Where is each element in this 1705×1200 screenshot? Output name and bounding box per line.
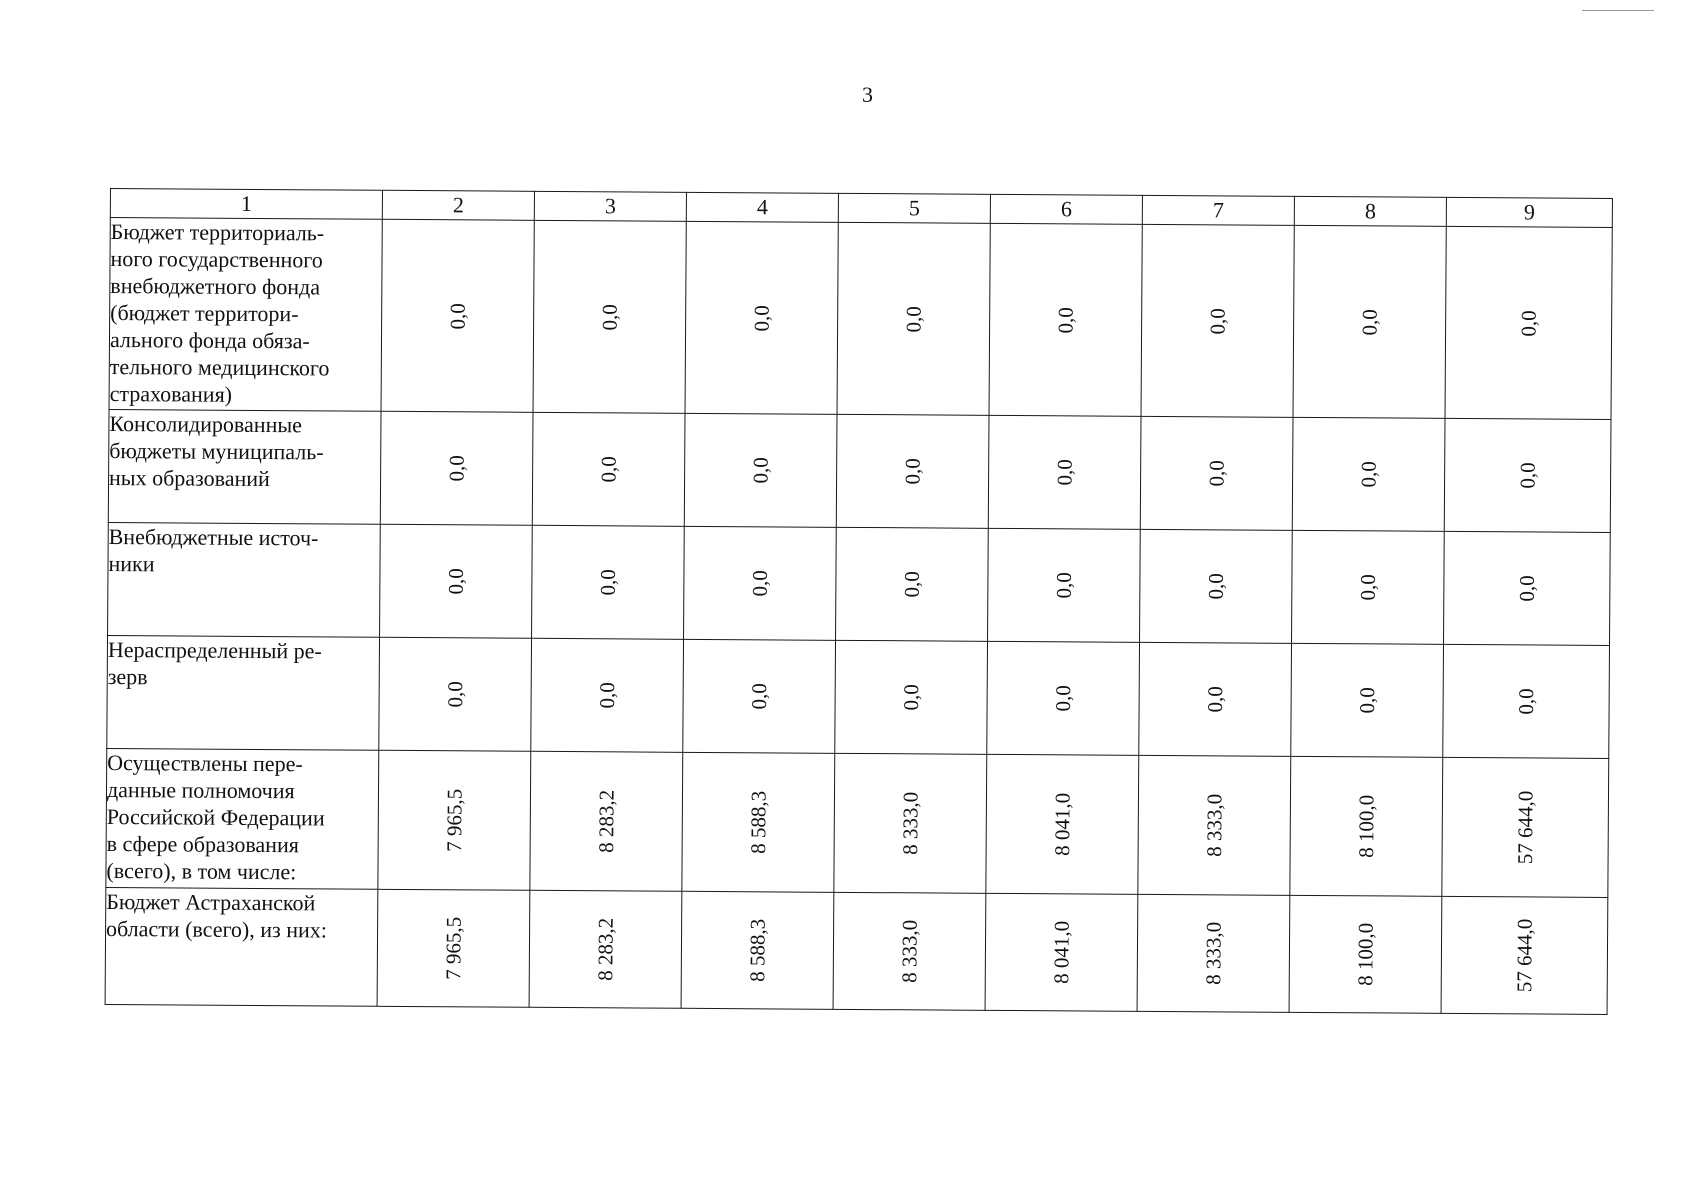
value-text: 0,0 (1356, 461, 1381, 488)
row-label-line: страхования) (109, 381, 233, 407)
value-cell (985, 893, 1138, 1011)
value-cell (532, 525, 685, 639)
value-text: 0,0 (597, 303, 622, 331)
value-text: 8 588,3 (744, 918, 770, 982)
value-text: 8 588,3 (745, 790, 771, 854)
row-label-line: Бюджет Астраханской (106, 888, 316, 916)
value-text: 0,0 (747, 570, 772, 597)
row-label-line: ного государственного (110, 246, 323, 273)
value-cell (1289, 895, 1442, 1013)
value-text: 7 965,5 (440, 916, 466, 980)
row-label-line: Российской Федерации (106, 803, 325, 831)
value-cell (837, 222, 990, 415)
value-cell (684, 413, 837, 527)
value-cell (530, 751, 683, 891)
value-text: 0,0 (746, 683, 771, 710)
value-text: 0,0 (1050, 685, 1075, 712)
row-label-line: тельного медицинского (109, 354, 330, 381)
value-text: 0,0 (1513, 688, 1538, 715)
value-cell (986, 754, 1139, 894)
value-text: 0,0 (1515, 462, 1540, 489)
value-cell (378, 750, 531, 890)
value-text: 8 041,0 (1049, 792, 1075, 856)
value-cell (1441, 896, 1608, 1014)
row-label (107, 635, 380, 750)
value-cell (379, 637, 532, 751)
value-text: 0,0 (1051, 572, 1076, 599)
value-text: 0,0 (1202, 686, 1227, 713)
value-cell (1444, 418, 1611, 532)
column-number-1: 1 (110, 189, 382, 220)
value-cell (988, 415, 1141, 529)
value-text: 0,0 (1354, 687, 1379, 714)
value-cell (1292, 530, 1445, 644)
row-label-line: данные полномочия (106, 776, 295, 804)
value-text: 8 333,0 (896, 919, 922, 983)
value-cell (682, 752, 835, 892)
value-text: 8 283,2 (593, 789, 619, 853)
value-text: 57 644,0 (1512, 790, 1538, 865)
value-cell (834, 753, 987, 893)
value-text: 0,0 (1203, 573, 1228, 600)
value-cell (987, 641, 1140, 755)
value-cell (1141, 224, 1294, 417)
table-row (109, 218, 1612, 420)
row-label (108, 409, 381, 524)
value-text: 57 644,0 (1511, 918, 1537, 993)
value-cell (1292, 417, 1445, 531)
row-label-line: Осуществлены пере- (107, 749, 303, 777)
value-text: 0,0 (1052, 459, 1077, 486)
column-number-6: 6 (990, 194, 1142, 224)
row-label-line: бюджеты муниципаль- (109, 438, 324, 465)
value-text: 8 333,0 (1200, 921, 1226, 985)
value-text: 0,0 (445, 302, 470, 330)
value-cell (1140, 416, 1293, 530)
column-number-9: 9 (1446, 197, 1612, 227)
budget-table-container (105, 188, 1612, 1015)
value-cell (1444, 531, 1611, 645)
row-label-line: Бюджет территориаль- (110, 219, 325, 246)
row-label-line: (всего), в том числе: (106, 857, 297, 885)
column-number-4: 4 (686, 192, 838, 222)
value-text: 0,0 (1204, 460, 1229, 487)
value-cell (988, 528, 1141, 642)
value-cell (531, 638, 684, 752)
row-label-line: ных образований (108, 465, 270, 492)
value-cell (835, 640, 988, 754)
value-cell (683, 639, 836, 753)
row-label-line: Внебюджетные источ- (108, 523, 319, 551)
budget-table (105, 188, 1613, 1015)
value-text: 0,0 (1516, 309, 1541, 337)
value-text: 8 333,0 (1201, 793, 1227, 857)
value-text: 0,0 (1205, 307, 1230, 335)
row-label-line: Нераспределенный ре- (107, 636, 322, 664)
table-row (105, 887, 1608, 1014)
value-text: 0,0 (595, 569, 620, 596)
value-text: 8 100,0 (1353, 794, 1379, 858)
column-number-2: 2 (382, 190, 534, 220)
value-text: 8 283,2 (592, 917, 618, 981)
table-row (108, 522, 1611, 645)
value-text: 0,0 (443, 568, 468, 595)
value-text: 0,0 (596, 456, 621, 483)
row-label (109, 218, 382, 412)
value-text: 0,0 (901, 305, 926, 333)
row-label-line: ального фонда обяза- (109, 327, 310, 354)
row-label-line: (бюджет территори- (110, 300, 299, 327)
value-text: 0,0 (594, 682, 619, 709)
value-cell (533, 220, 686, 413)
value-cell (1291, 643, 1444, 757)
value-cell (684, 526, 837, 640)
value-cell (989, 223, 1142, 416)
value-cell (532, 412, 685, 526)
value-cell (1290, 756, 1443, 896)
row-label-line: ники (108, 550, 155, 577)
value-text: 0,0 (442, 681, 467, 708)
value-cell (381, 219, 534, 412)
value-cell (685, 221, 838, 414)
row-label (105, 887, 378, 1006)
table-row (107, 635, 1610, 758)
value-text: 0,0 (444, 455, 469, 482)
scan-artifact (1582, 10, 1654, 11)
value-text: 0,0 (900, 458, 925, 485)
table-row (106, 748, 1609, 897)
value-text: 8 333,0 (897, 791, 923, 855)
value-cell (1443, 644, 1610, 758)
value-text: 0,0 (1355, 574, 1380, 601)
row-label-line: зерв (107, 663, 148, 690)
value-cell (1445, 226, 1612, 419)
page-number: 3 (862, 82, 873, 107)
value-cell (377, 889, 530, 1007)
value-cell (380, 524, 533, 638)
value-text: 0,0 (749, 304, 774, 332)
column-number-7: 7 (1142, 195, 1294, 225)
value-text: 0,0 (1053, 306, 1078, 334)
value-text: 0,0 (898, 684, 923, 711)
row-label (108, 522, 381, 637)
row-label-line: в сфере образования (106, 830, 299, 858)
value-cell (1140, 529, 1293, 643)
row-label-line: области (всего), из них: (106, 915, 328, 943)
table-row (108, 409, 1611, 532)
value-text: 8 041,0 (1048, 920, 1074, 984)
value-cell (1137, 894, 1290, 1012)
column-number-3: 3 (534, 191, 686, 221)
value-cell (681, 891, 834, 1009)
value-cell (836, 527, 989, 641)
value-text: 0,0 (1357, 308, 1382, 336)
value-cell (380, 411, 533, 525)
value-cell (529, 890, 682, 1008)
value-cell (1138, 755, 1291, 895)
value-cell (1442, 757, 1609, 897)
value-text: 0,0 (748, 457, 773, 484)
row-label-line: внебюджетного фонда (110, 273, 321, 300)
value-cell (1139, 642, 1292, 756)
value-text: 8 100,0 (1352, 922, 1378, 986)
row-label (106, 748, 379, 889)
value-text: 7 965,5 (441, 788, 467, 852)
row-label-line: Консолидированные (109, 411, 303, 438)
column-number-5: 5 (838, 193, 990, 223)
value-cell (833, 892, 986, 1010)
column-number-8: 8 (1294, 196, 1446, 226)
value-text: 0,0 (1514, 575, 1539, 602)
value-cell (836, 414, 989, 528)
value-text: 0,0 (899, 571, 924, 598)
value-cell (1293, 225, 1446, 418)
